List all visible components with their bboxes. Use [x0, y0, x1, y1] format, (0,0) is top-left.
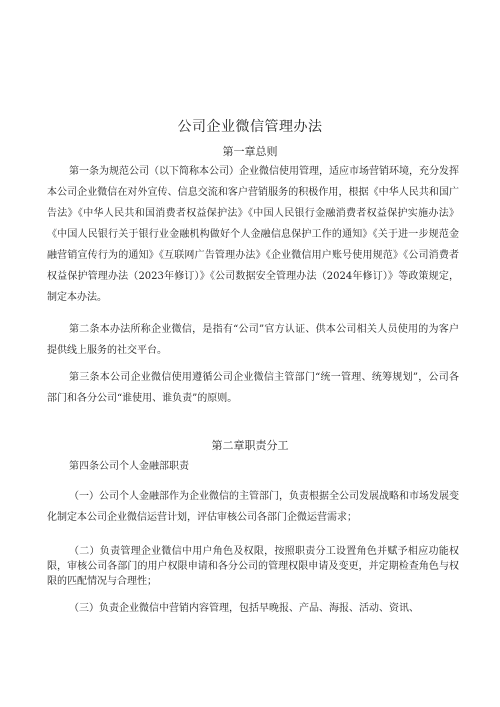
article-4-item-3: （三）负责企业微信中营销内容管理，包括早晚报、产品、海报、活动、资讯、: [69, 603, 419, 614]
article-3: 第三条本公司企业微信使用遵循公司企业微信主管部门“统一管理、统筹规划”，公司各部门和各分公司“谁使用、谁负责”的原则。: [47, 372, 459, 404]
chapter-heading-2: 第二章职责分工: [211, 439, 289, 452]
article-1: 第一条为规范公司（以下简称本公司）企业微信使用管理，适应市场营销环境，充分发挥本公司企业微信在对外宣传、信息交流和客户营销服务的积极作用，根据《中华人民共和国广告法》《中华人民共和国消费者权益保护法》《中国人民银行金融消费者权益保护实施办法》《中国人民银行关于银行业金融机构做好个人金融信息保护工作的通知》《关于进一步规范金融营销宣传行为的通知》《互联网广告管理办法》《企业微信用户账号使用规范》《公司消费者权益保护管理办法（2023年修订）》《公司数据安全管理办法（2024年修订）》等政策规定，制定本办法。: [47, 166, 459, 303]
article-2: 第二条本办法所称企业微信，是指有“公司”官方认证、供本公司相关人员使用的为客户提供线上服务的社交平台。: [47, 324, 459, 356]
chapter-heading-1: 第一章总则: [222, 145, 278, 158]
article-4-heading: 第四条公司个人金融部职责: [69, 461, 189, 472]
article-4-item-2: （二）负责管理企业微信中用户角色及权限，按照职责分工设置角色并赋予相应功能权限，审核公司各部门的用户权限申请和各分公司的管理权限申请及变更，并定期检查角色与权限的匹配情况与合理性；: [47, 546, 459, 587]
article-4-item-1: （一）公司个人金融部作为企业微信的主管部门，负责根据全公司发展战略和市场发展变化制定本公司企业微信运营计划，评估审核公司各部门企微运营需求；: [47, 491, 459, 523]
document-title: 公司企业微信管理办法: [177, 119, 323, 135]
